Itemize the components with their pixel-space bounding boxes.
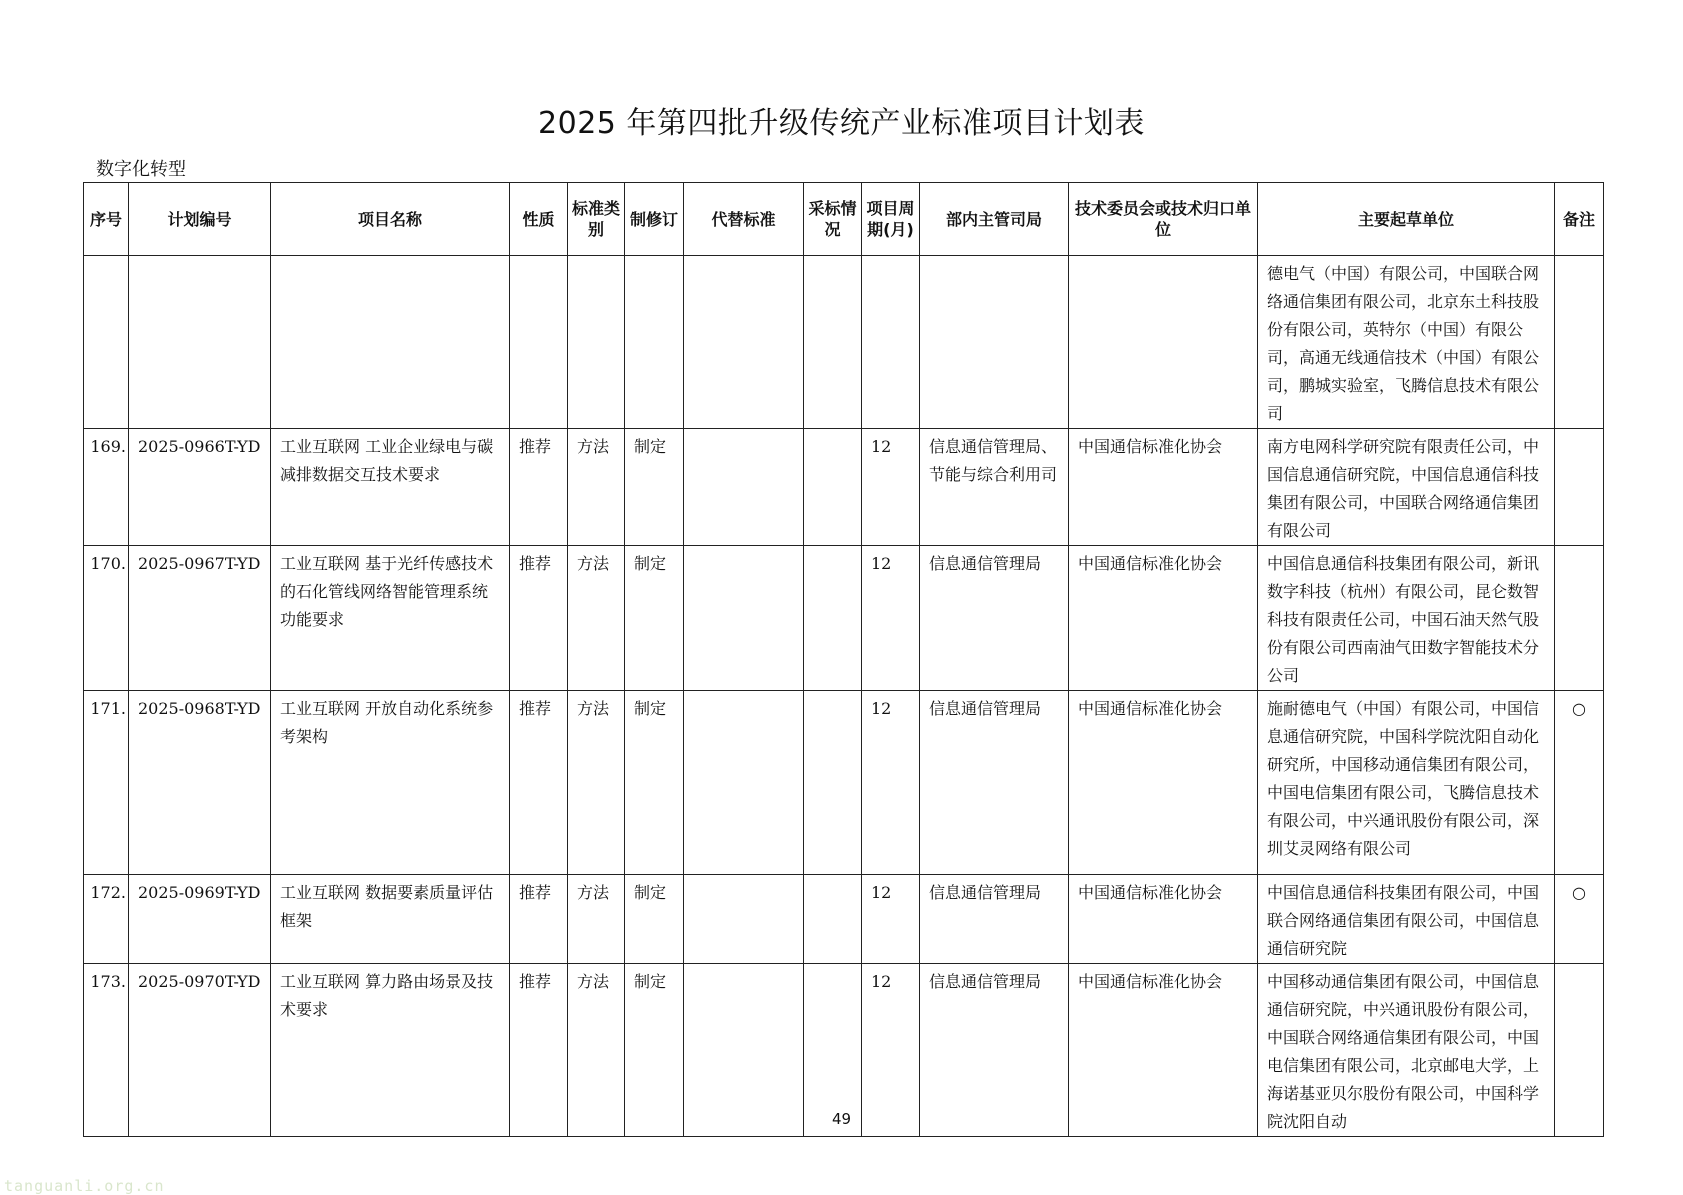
cell-category: 方法 <box>568 429 625 546</box>
page-title: 2025 年第四批升级传统产业标准项目计划表 <box>538 106 1145 141</box>
cell-adopt <box>804 256 862 429</box>
header-adopt: 采标情况 <box>804 183 862 256</box>
cell-category: 方法 <box>568 546 625 691</box>
cell-name: 工业互联网 开放自动化系统参考架构 <box>271 691 510 875</box>
cell-remark: ○ <box>1555 875 1604 964</box>
cell-name: 工业互联网 基于光纤传感技术的石化管线网络智能管理系统功能要求 <box>271 546 510 691</box>
cell-dept: 信息通信管理局 <box>920 546 1069 691</box>
cell-seq <box>84 256 129 429</box>
cell-revision: 制定 <box>625 546 684 691</box>
cell-category: 方法 <box>568 875 625 964</box>
cell-committee: 中国通信标准化协会 <box>1069 546 1258 691</box>
cell-code: 2025-0969T-YD <box>129 875 271 964</box>
cell-code <box>129 256 271 429</box>
cell-drafters: 中国移动通信集团有限公司，中国信息通信研究院，中兴通讯股份有限公司，中国联合网络通信集团有限公司，中国电信集团有限公司，北京邮电大学，上海诺基亚贝尔股份有限公司，中国科学院沈阳自动 <box>1258 964 1555 1137</box>
watermark: tanguanli.org.cn <box>4 1177 165 1195</box>
cell-replace <box>684 546 804 691</box>
cell-nature <box>510 256 568 429</box>
header-drafters: 主要起草单位 <box>1258 183 1555 256</box>
header-revision: 制修订 <box>625 183 684 256</box>
cell-adopt <box>804 546 862 691</box>
page-number: 49 <box>831 1110 852 1128</box>
cell-drafters: 施耐德电气（中国）有限公司，中国信息通信研究院，中国科学院沈阳自动化研究所，中国移动通信集团有限公司，中国电信集团有限公司，飞腾信息技术有限公司，中兴通讯股份有限公司，深圳艾灵网络有限公司 <box>1258 691 1555 875</box>
cell-adopt <box>804 875 862 964</box>
cell-drafters: 德电气（中国）有限公司，中国联合网络通信集团有限公司，北京东土科技股份有限公司，英特尔（中国）有限公司，高通无线通信技术（中国）有限公司，鹏城实验室，飞腾信息技术有限公司 <box>1258 256 1555 429</box>
cell-dept: 信息通信管理局 <box>920 691 1069 875</box>
cell-committee: 中国通信标准化协会 <box>1069 875 1258 964</box>
table-row <box>84 691 1604 875</box>
cell-revision <box>625 256 684 429</box>
cell-dept: 信息通信管理局 <box>920 964 1069 1137</box>
cell-category: 方法 <box>568 691 625 875</box>
cell-committee: 中国通信标准化协会 <box>1069 691 1258 875</box>
table-row <box>84 546 1604 691</box>
table-row <box>84 256 1604 429</box>
cell-name <box>271 256 510 429</box>
cell-category <box>568 256 625 429</box>
cell-code: 2025-0967T-YD <box>129 546 271 691</box>
header-nature: 性质 <box>510 183 568 256</box>
cell-period: 12 <box>862 964 920 1137</box>
cell-name: 工业互联网 算力路由场景及技术要求 <box>271 964 510 1137</box>
header-category: 标准类别 <box>568 183 625 256</box>
cell-code: 2025-0970T-YD <box>129 964 271 1137</box>
header-committee: 技术委员会或技术归口单位 <box>1069 183 1258 256</box>
cell-remark <box>1555 429 1604 546</box>
cell-replace <box>684 875 804 964</box>
cell-period: 12 <box>862 691 920 875</box>
cell-drafters: 南方电网科学研究院有限责任公司，中国信息通信研究院，中国信息通信科技集团有限公司，中国联合网络通信集团有限公司 <box>1258 429 1555 546</box>
cell-revision: 制定 <box>625 875 684 964</box>
cell-drafters: 中国信息通信科技集团有限公司，中国联合网络通信集团有限公司，中国信息通信研究院 <box>1258 875 1555 964</box>
cell-nature: 推荐 <box>510 546 568 691</box>
plan-table <box>83 182 1604 1137</box>
cell-adopt <box>804 691 862 875</box>
header-seq: 序号 <box>84 183 129 256</box>
header-code: 计划编号 <box>129 183 271 256</box>
cell-drafters: 中国信息通信科技集团有限公司，新讯数字科技（杭州）有限公司，昆仑数智科技有限责任公司，中国石油天然气股份有限公司西南油气田数字智能技术分公司 <box>1258 546 1555 691</box>
cell-seq: 171. <box>84 691 129 875</box>
cell-committee: 中国通信标准化协会 <box>1069 429 1258 546</box>
cell-name: 工业互联网 工业企业绿电与碳减排数据交互技术要求 <box>271 429 510 546</box>
cell-remark: ○ <box>1555 691 1604 875</box>
header-row <box>84 183 1604 256</box>
cell-remark <box>1555 546 1604 691</box>
cell-adopt <box>804 429 862 546</box>
cell-seq: 169. <box>84 429 129 546</box>
cell-revision: 制定 <box>625 691 684 875</box>
cell-committee <box>1069 256 1258 429</box>
cell-nature: 推荐 <box>510 964 568 1137</box>
cell-seq: 173. <box>84 964 129 1137</box>
cell-dept <box>920 256 1069 429</box>
cell-category: 方法 <box>568 964 625 1137</box>
cell-code: 2025-0966T-YD <box>129 429 271 546</box>
cell-nature: 推荐 <box>510 429 568 546</box>
cell-period: 12 <box>862 875 920 964</box>
cell-replace <box>684 256 804 429</box>
cell-committee: 中国通信标准化协会 <box>1069 964 1258 1137</box>
table-row <box>84 875 1604 964</box>
cell-name: 工业互联网 数据要素质量评估框架 <box>271 875 510 964</box>
cell-replace <box>684 429 804 546</box>
cell-period: 12 <box>862 546 920 691</box>
table-row <box>84 429 1604 546</box>
cell-seq: 172. <box>84 875 129 964</box>
header-remark: 备注 <box>1555 183 1604 256</box>
cell-replace <box>684 691 804 875</box>
header-name: 项目名称 <box>271 183 510 256</box>
cell-dept: 信息通信管理局 <box>920 875 1069 964</box>
cell-period: 12 <box>862 429 920 546</box>
header-period: 项目周期(月) <box>862 183 920 256</box>
cell-period <box>862 256 920 429</box>
cell-nature: 推荐 <box>510 875 568 964</box>
cell-revision: 制定 <box>625 429 684 546</box>
cell-revision: 制定 <box>625 964 684 1137</box>
cell-dept: 信息通信管理局、节能与综合利用司 <box>920 429 1069 546</box>
header-dept: 部内主管司局 <box>920 183 1069 256</box>
cell-code: 2025-0968T-YD <box>129 691 271 875</box>
cell-seq: 170. <box>84 546 129 691</box>
cell-nature: 推荐 <box>510 691 568 875</box>
cell-remark <box>1555 256 1604 429</box>
header-replace: 代替标准 <box>684 183 804 256</box>
section-subtitle: 数字化转型 <box>96 159 186 180</box>
